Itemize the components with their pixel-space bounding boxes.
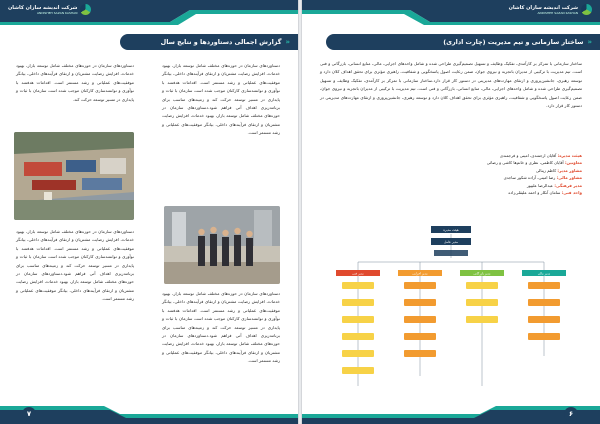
role-line: هیئت مدیره: آقایان ارجمندی، امینی و فرجمندی	[499, 153, 582, 158]
chart-node-label: مدیر مالی	[537, 271, 551, 276]
logo-icon	[581, 4, 592, 15]
left-page	[0, 0, 298, 424]
text-block-3: دستاوردهای سازمان در حوزه‌های مختلف شامل توسعه بازار، بهبود خدمات، افزایش رضایت مشتریان و ارتقای فرآیندهای داخلی، بیانگر موفقیت‌های عملیاتی و رشد مستمر است. اقدامات هدفمند با نوآوری و توانمندسازی کارکنان موجب شده است سازمان با ثبات و پایداری در مسیر توسعه حرکت کند و زمینه‌های مناسب برای برنامه‌ریزی اهداف آتی فراهم شود.دستاوردهای سازمان در حوزه‌های مختلف شامل توسعه بازار، بهبود خدمات، افزایش رضایت مشتریان و ارتقای فرآیندهای داخلی، بیانگر موفقیت‌های عملیاتی و رشد مستمر است.	[162, 291, 280, 364]
double-chevron-icon: «	[285, 38, 290, 46]
chart-node-unit	[404, 282, 436, 289]
role-line: مدیر فرهنگی: عبدالرضا علیپور	[526, 182, 582, 188]
text-block-1: دستاوردهای سازمان در حوزه‌های مختلف شامل توسعه بازار، بهبود خدمات، افزایش رضایت مشتریان و ارتقای فرآیندهای داخلی، بیانگر موفقیت‌های عملیاتی و رشد مستمر است. اقدامات هدفمند با نوآوری و توانمندسازی کارکنان موجب شده است سازمان با ثبات و پایداری در مسیر توسعه حرکت کند و زمینه‌های مناسب برای برنامه‌ریزی اهداف آتی فراهم شود.دستاوردهای سازمان در حوزه‌های مختلف شامل توسعه بازار، بهبود خدمات، افزایش رضایت مشتریان و ارتقای فرآیندهای داخلی، بیانگر موفقیت‌های عملیاتی و رشد مستمر است.	[162, 63, 280, 136]
chart-node-unit	[466, 282, 498, 289]
brand-name: شرکت اندیشه سازان کاشان	[8, 4, 78, 11]
logo-icon	[80, 4, 91, 15]
chart-node-unit	[404, 350, 436, 357]
role-line: مشاور مالی: رضا امینی، آزاده شکور ساجدی	[503, 175, 582, 181]
org-chart	[324, 226, 578, 396]
chart-node-unit	[342, 367, 374, 374]
factory-aerial-photo	[14, 132, 134, 220]
chart-node-unit	[342, 333, 374, 340]
chart-node-unit	[528, 316, 560, 323]
chart-node-unit	[404, 333, 436, 340]
role-line: مشاور مدیر: کاظم زینالی	[535, 167, 582, 173]
bottom-band	[302, 402, 600, 424]
visitors-photo	[164, 206, 280, 284]
role-line: معاونین: آقایان کاظمی، نظری و خانم‌ها کاشی و رضائی	[486, 160, 582, 166]
chart-node-label: مدیر اجرایی	[412, 271, 428, 276]
heading-text: گزارش اجمالی دستاوردها و نتایج سال	[160, 38, 282, 46]
double-chevron-icon: «	[587, 38, 592, 46]
chart-node-unit	[528, 333, 560, 340]
chart-node-unit	[342, 316, 374, 323]
chart-node-unit	[342, 299, 374, 306]
intro-paragraph: ساختار سازمانی با تمرکز بر کارآمدی، تفکیک وظایف و تسهیل تصمیم‌گیری طراحی شده و شامل واحدهای اجرایی، مالی، منابع انسانی، بازرگانی و فنی است. تیم مدیریت با ترکیبی از مدیران باتجربه و نیروی جوان، ضمن رعایت اصول پاسخگویی و شفافیت، راهبری مؤثری برای تحقق اهداف کلان دارد و توسعه رهبری، جانشین‌پروری و ارتقای مهارت‌های مدیریتی در دستور کار قرار دارد.ساختار سازمانی با تمرکز بر کارآمدی، تفکیک وظایف و تسهیل تصمیم‌گیری طراحی شده و شامل واحدهای اجرایی، مالی، منابع انسانی، بازرگانی و فنی است. تیم مدیریت با ترکیبی از مدیران باتجربه و نیروی جوان، ضمن رعایت اصول پاسخگویی و شفافیت، راهبری مؤثری برای تحقق اهداف کلان دارد و توسعه رهبری، جانشین‌پروری و ارتقای مهارت‌های مدیریتی در دستور کار قرار دارد.	[320, 61, 582, 109]
chart-node-unit	[342, 350, 374, 357]
page-number: ۶	[564, 407, 578, 421]
chart-node-unit	[528, 282, 560, 289]
chart-node-unit	[404, 299, 436, 306]
brand-logo	[8, 4, 91, 15]
svg-text:هیئت مدیره: هیئت مدیره	[443, 228, 459, 233]
brand-sub: ANDISHEH SAZAN KASHAN	[537, 10, 578, 15]
section-heading	[120, 34, 298, 50]
section-heading	[326, 34, 600, 50]
chart-node-label: مدیر فنی	[352, 271, 364, 276]
brand-sub: ANDISHEH SAZAN KASHAN	[36, 10, 78, 15]
chart-node-unit	[404, 316, 436, 323]
role-line: واحد فنی: سامان آنکار و احمد علیقلی‌زاده	[508, 190, 582, 196]
right-page	[302, 0, 600, 424]
management-roles	[382, 152, 582, 196]
brand-name: شرکت اندیشه سازان کاشان	[508, 4, 578, 11]
chart-node-unit	[466, 316, 498, 323]
brand-logo	[509, 4, 592, 15]
org-chart-svg	[324, 226, 578, 396]
page-number: ۷	[22, 407, 36, 421]
svg-text:مدیر عامل: مدیر عامل	[443, 240, 459, 245]
text-block-4: دستاوردهای سازمان در حوزه‌های مختلف شامل توسعه بازار، بهبود خدمات، افزایش رضایت مشتریان و ارتقای فرآیندهای داخلی، بیانگر موفقیت‌های عملیاتی و رشد مستمر است. اقدامات هدفمند با نوآوری و توانمندسازی کارکنان موجب شده است سازمان با ثبات و پایداری در مسیر توسعه حرکت کند و زمینه‌های مناسب برای برنامه‌ریزی اهداف آتی فراهم شود.دستاوردهای سازمان در حوزه‌های مختلف شامل توسعه بازار، بهبود خدمات، افزایش رضایت مشتریان و ارتقای فرآیندهای داخلی، بیانگر موفقیت‌های عملیاتی و رشد مستمر است.	[16, 229, 134, 302]
text-block-2: دستاوردهای سازمان در حوزه‌های مختلف شامل توسعه بازار، بهبود خدمات، افزایش رضایت مشتریان و ارتقای فرآیندهای داخلی، بیانگر موفقیت‌های عملیاتی و رشد مستمر است. اقدامات هدفمند با نوآوری و توانمندسازی کارکنان موجب شده است سازمان با ثبات و پایداری در مسیر توسعه حرکت کند.	[16, 63, 134, 102]
chart-node-unit	[466, 299, 498, 306]
heading-text: ساختار سازمانی و تیم مدیریت (چارت اداری)	[443, 38, 584, 46]
chart-node-unit	[528, 299, 560, 306]
bottom-band	[0, 402, 298, 424]
chart-node-unit	[342, 282, 374, 289]
chart-node-label: مدیر بازرگانی	[473, 271, 491, 276]
